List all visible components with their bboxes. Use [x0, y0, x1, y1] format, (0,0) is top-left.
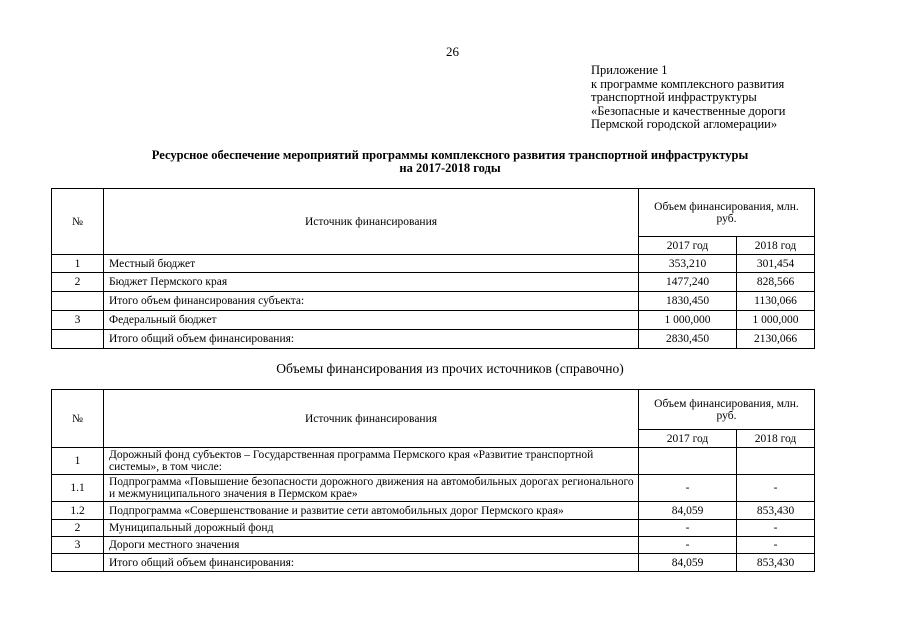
row-2018: 853,430 [737, 502, 815, 520]
row-2017: 1830,450 [639, 292, 737, 311]
table-row [52, 520, 815, 537]
row-2017: 84,059 [639, 554, 737, 572]
table-row [52, 475, 815, 502]
heading-line-1: Ресурсное обеспечение мероприятий программы комплексного развития транспортной инфраструктуры [151, 148, 749, 162]
row-2018: 2130,066 [737, 330, 815, 349]
appendix-line: «Безопасные и качественные дороги [591, 103, 786, 118]
appendix-line: транспортной инфраструктуры [591, 90, 757, 105]
row-source: Итого общий объем финансирования: [104, 554, 639, 572]
table-row [52, 273, 815, 292]
row-2018: - [737, 537, 815, 554]
row-2017: 1477,240 [639, 273, 737, 292]
row-2017: - [639, 520, 737, 537]
row-source: Федеральный бюджет [104, 311, 639, 330]
row-2017: 1 000,000 [639, 311, 737, 330]
row-source: Дорожный фонд субъектов – Государственная программа Пермского края «Развитие транспортной системы», в том числе: [104, 448, 639, 475]
appendix-line: к программе комплексного развития [591, 76, 785, 91]
table-row [52, 311, 815, 330]
other-sources-heading: Объемы финансирования из прочих источников (справочно) [276, 361, 624, 376]
table-row-subtotal [52, 292, 815, 311]
funding-table [51, 188, 815, 349]
row-source: Бюджет Пермского края [104, 273, 639, 292]
row-2017: 2830,450 [639, 330, 737, 349]
header-num: № [52, 189, 104, 255]
other-sources-table [51, 389, 815, 572]
page-number: 26 [446, 44, 459, 59]
header-year-2017: 2017 год [639, 430, 737, 448]
table-row [52, 537, 815, 554]
row-num: 1 [52, 448, 104, 475]
row-num [52, 330, 104, 349]
header-num: № [52, 390, 104, 448]
table-row [52, 448, 815, 475]
table-row-total [52, 554, 815, 572]
header-year-2018: 2018 год [737, 430, 815, 448]
row-source: Итого общий объем финансирования: [104, 330, 639, 349]
row-2018: 1 000,000 [737, 311, 815, 330]
header-source: Источник финансирования [104, 189, 639, 255]
row-2017 [639, 448, 737, 475]
heading-line-2: на 2017-2018 годы [399, 161, 501, 175]
appendix-line: Приложение 1 [591, 63, 668, 77]
table-row-total [52, 330, 815, 349]
row-2017: - [639, 475, 737, 502]
header-volume: Объем финансирования, млн. руб. [639, 189, 815, 237]
row-num [52, 292, 104, 311]
row-num: 2 [52, 273, 104, 292]
row-source: Подпрограмма «Повышение безопасности дорожного движения на автомобильных дорогах регионального и межмуниципального значения в Пермском крае» [104, 475, 639, 502]
row-source: Подпрограмма «Совершенствование и развитие сети автомобильных дорог Пермского края» [104, 502, 639, 520]
row-num: 3 [52, 537, 104, 554]
table-row [52, 255, 815, 273]
row-2017: 84,059 [639, 502, 737, 520]
header-year-2018: 2018 год [737, 237, 815, 255]
row-num: 3 [52, 311, 104, 330]
header-year-2017: 2017 год [639, 237, 737, 255]
row-num: 2 [52, 520, 104, 537]
table-row [52, 502, 815, 520]
row-2018: 1130,066 [737, 292, 815, 311]
row-num [52, 554, 104, 572]
document-heading [60, 149, 840, 175]
row-2018: - [737, 475, 815, 502]
row-source: Итого объем финансирования субъекта: [104, 292, 639, 311]
row-num: 1 [52, 255, 104, 273]
row-source: Местный бюджет [104, 255, 639, 273]
appendix-note [591, 64, 901, 132]
row-2018: 301,454 [737, 255, 815, 273]
row-num: 1.1 [52, 475, 104, 502]
row-num: 1.2 [52, 502, 104, 520]
row-2018: 853,430 [737, 554, 815, 572]
row-source: Дороги местного значения [104, 537, 639, 554]
row-2018: 828,566 [737, 273, 815, 292]
row-2018 [737, 448, 815, 475]
appendix-line: Пермской городской агломерации» [591, 117, 778, 132]
row-2018: - [737, 520, 815, 537]
row-2017: 353,210 [639, 255, 737, 273]
row-source: Муниципальный дорожный фонд [104, 520, 639, 537]
row-2017: - [639, 537, 737, 554]
header-source: Источник финансирования [104, 390, 639, 448]
header-volume: Объем финансирования, млн. руб. [639, 390, 815, 430]
